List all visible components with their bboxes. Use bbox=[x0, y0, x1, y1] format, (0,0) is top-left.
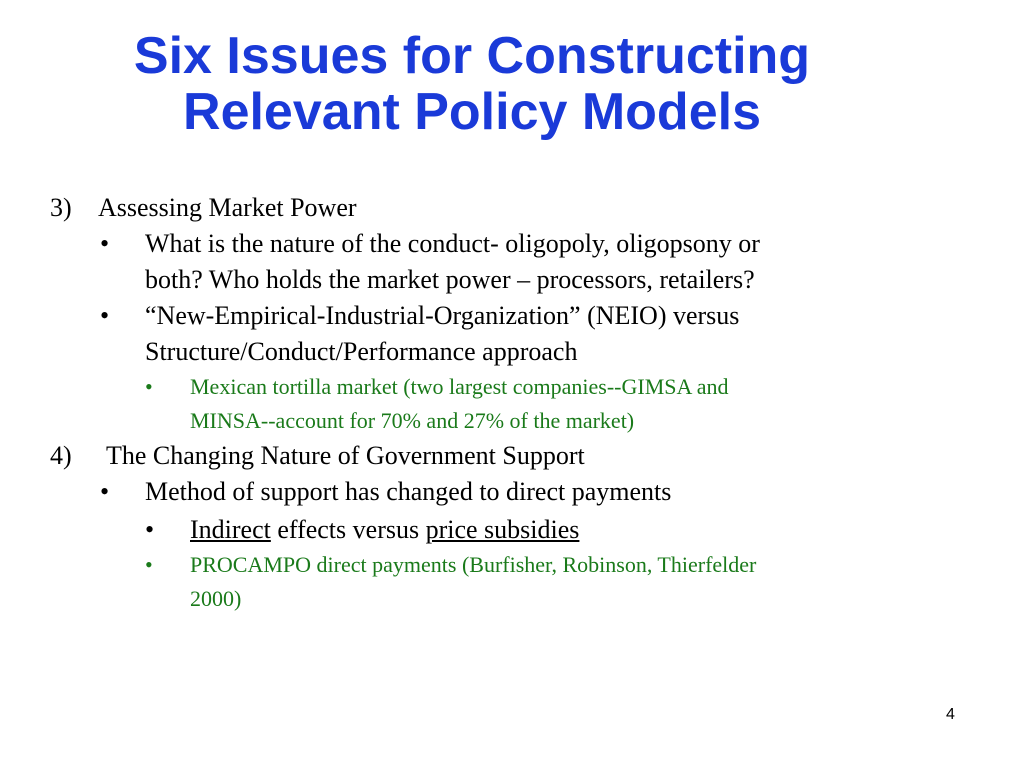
title-line-1: Six Issues for Constructing bbox=[133, 27, 811, 85]
sub-bullet-indirect bbox=[0, 512, 1024, 548]
bullet-marker: • bbox=[100, 301, 110, 330]
page-number: 4 bbox=[946, 706, 955, 723]
bullet-marker: • bbox=[145, 515, 155, 544]
bullet-text-line-2: Structure/Conduct/Performance approach bbox=[145, 337, 578, 366]
sub-bullet-tortilla bbox=[0, 370, 1024, 438]
connecting-text: effects versus bbox=[270, 515, 426, 544]
numbered-item-4 bbox=[0, 438, 1024, 474]
bullet-text-line-2: MINSA--account for 70% and 27% of the market) bbox=[190, 408, 635, 433]
bullet-item-method bbox=[0, 474, 1024, 512]
bullet-marker: • bbox=[145, 552, 153, 577]
item-text: Assessing Market Power bbox=[98, 193, 357, 222]
bullet-text-line-1: “New-Empirical-Industrial-Organization” (NEIO) versus bbox=[145, 301, 740, 330]
bullet-marker: • bbox=[145, 374, 153, 399]
bullet-marker: • bbox=[100, 229, 110, 258]
underlined-term-indirect: Indirect bbox=[190, 515, 271, 544]
bullet-text: Method of support has changed to direct payments bbox=[145, 477, 672, 506]
bullet-text-line-1: Mexican tortilla market (two largest companies--GIMSA and bbox=[190, 374, 729, 399]
item-marker: 3) bbox=[50, 193, 72, 222]
bullet-marker: • bbox=[100, 477, 110, 506]
bullet-item-neio bbox=[0, 298, 1024, 370]
slide-title bbox=[0, 28, 944, 140]
bullet-text-line-1: PROCAMPO direct payments (Burfisher, Robinson, Thierfelder bbox=[190, 552, 757, 577]
bullet-text-line-1: What is the nature of the conduct- oligopoly, oligopsony or bbox=[145, 229, 760, 258]
item-marker: 4) bbox=[50, 441, 72, 470]
bullet-item-conduct bbox=[0, 226, 1024, 298]
slide-body bbox=[0, 190, 1024, 616]
numbered-item-3 bbox=[0, 190, 1024, 226]
bullet-text-line-2: 2000) bbox=[190, 586, 242, 611]
bullet-text bbox=[190, 512, 579, 548]
sub-bullet-procampo bbox=[0, 548, 1024, 616]
title-line-2: Relevant Policy Models bbox=[183, 83, 761, 141]
item-text: The Changing Nature of Government Support bbox=[106, 441, 585, 470]
bullet-text-line-2: both? Who holds the market power – processors, retailers? bbox=[145, 265, 755, 294]
underlined-term-price-subsidies: price subsidies bbox=[425, 515, 580, 544]
